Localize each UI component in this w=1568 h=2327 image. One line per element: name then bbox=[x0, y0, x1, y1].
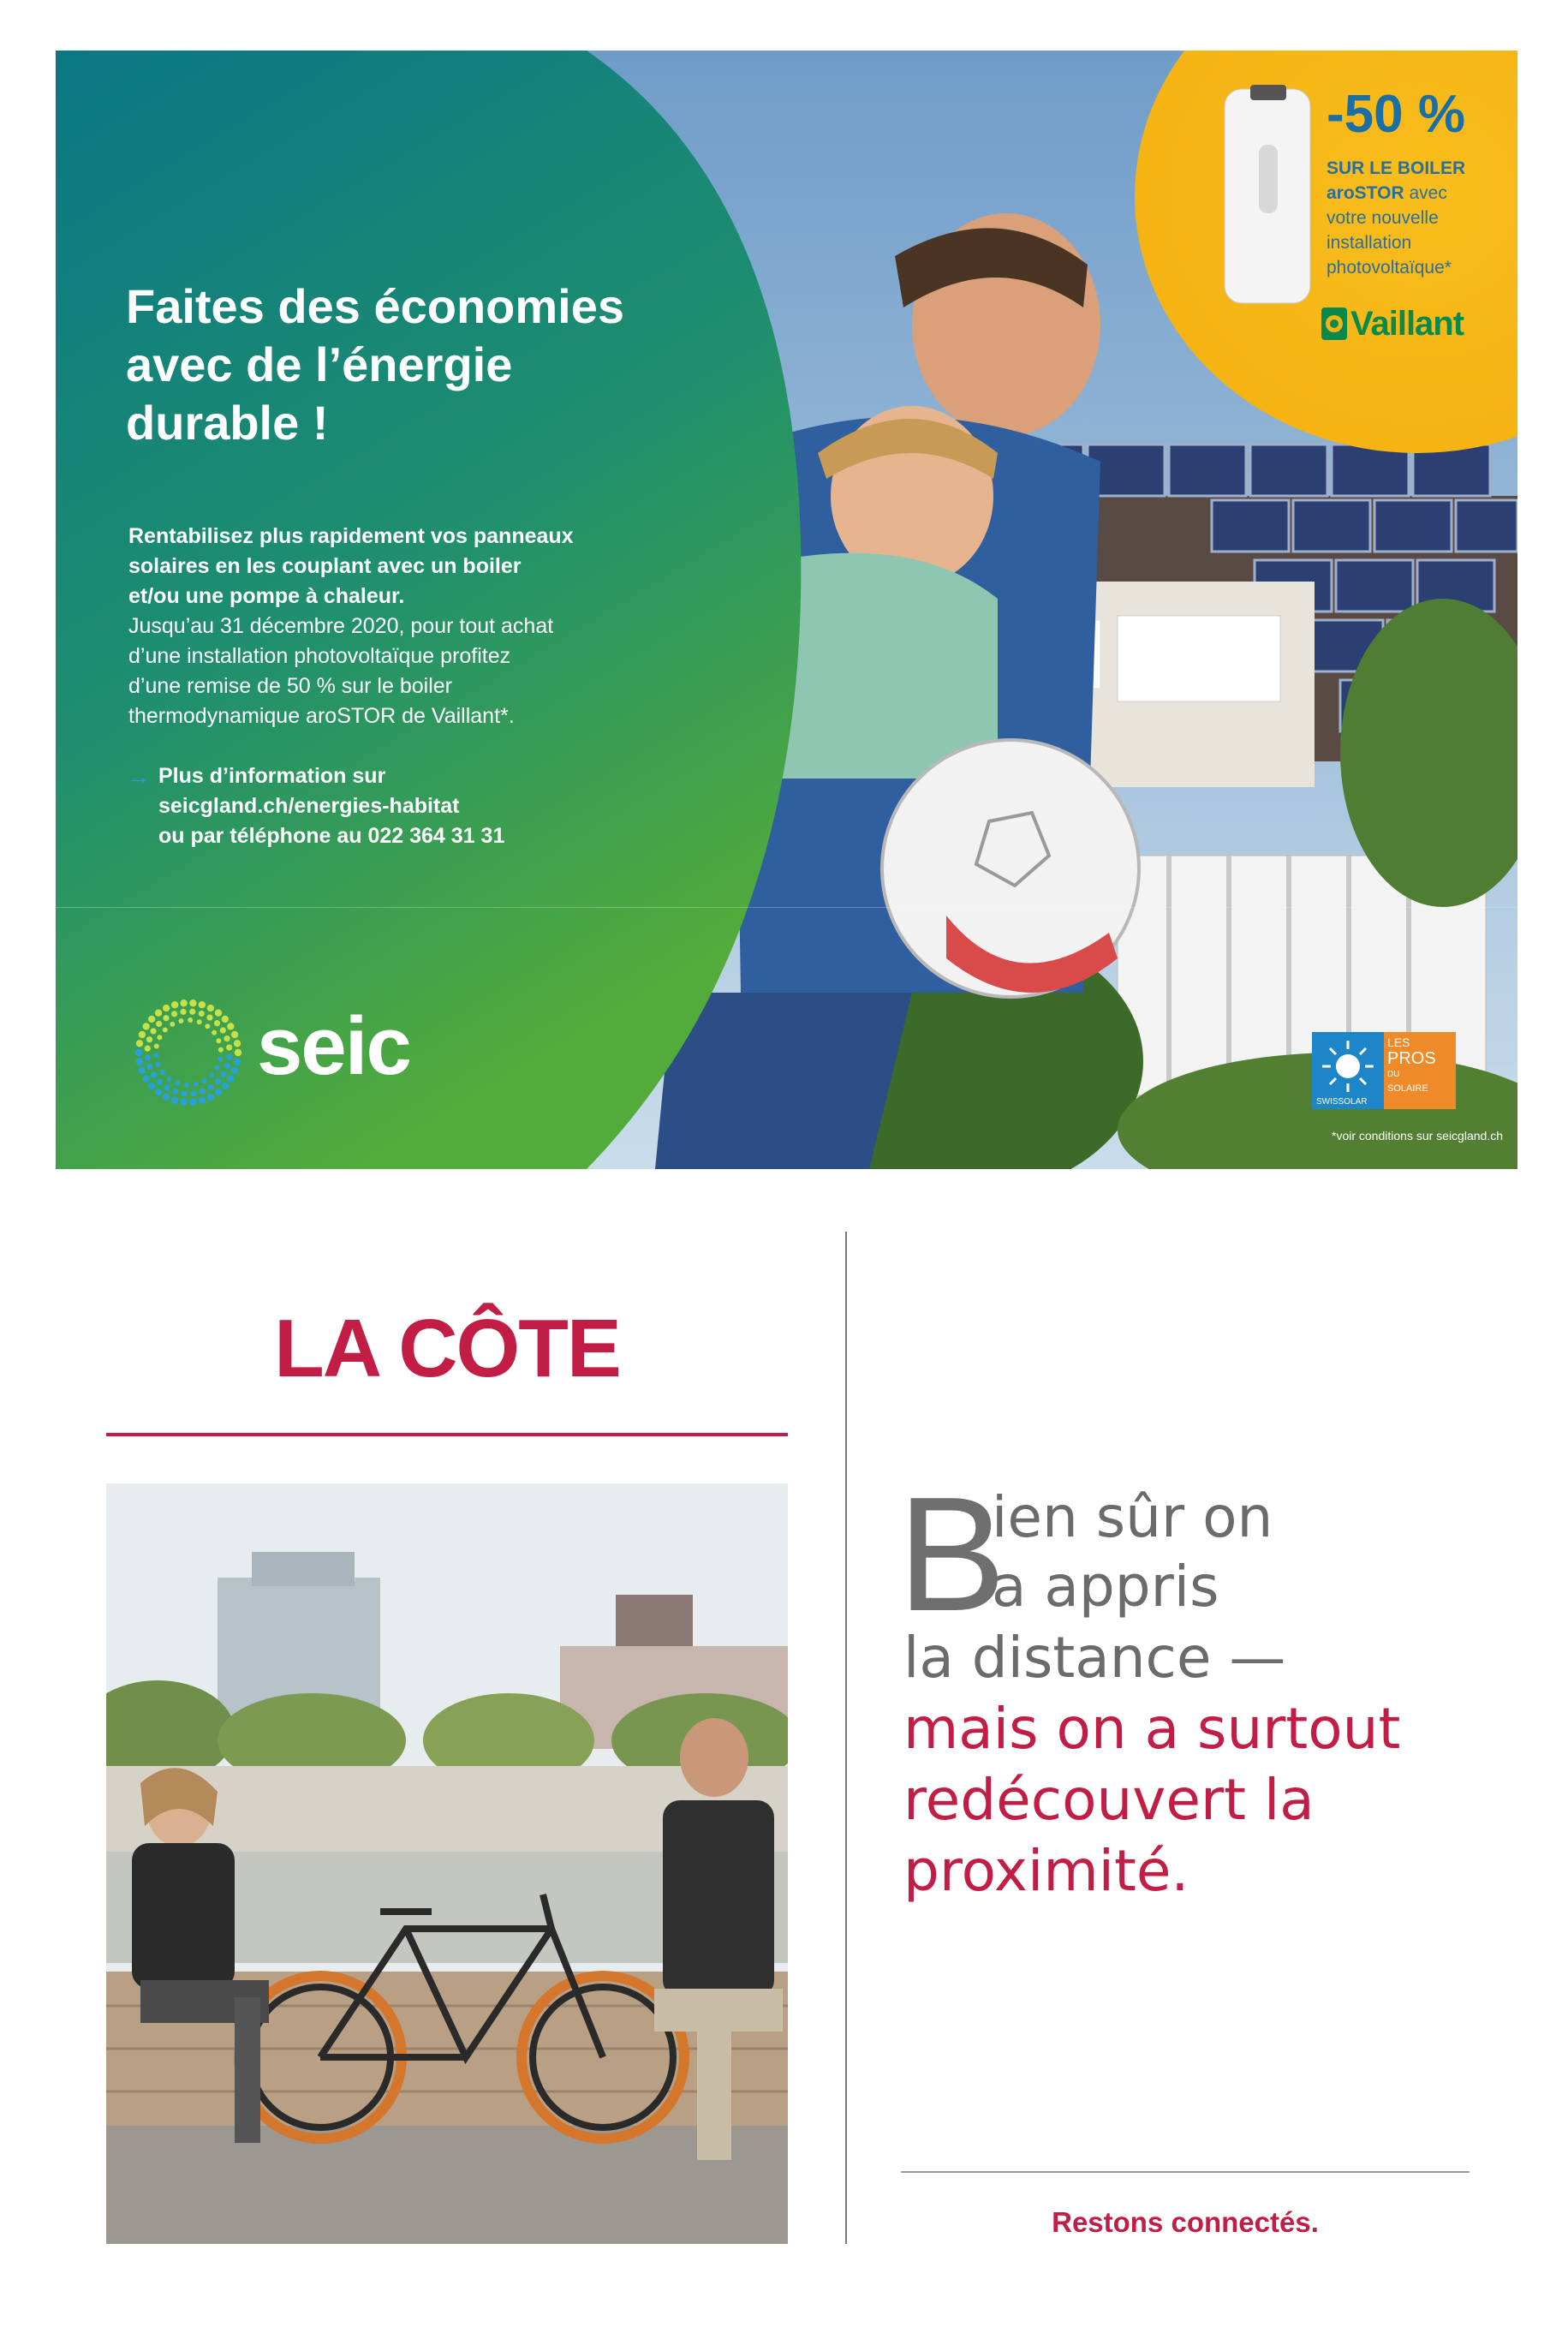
body-line: Jusqu’au 31 décembre 2020, pour tout achat bbox=[128, 614, 554, 638]
swissolar-label: SWISSOLAR bbox=[1316, 1097, 1368, 1107]
promo-text bbox=[1327, 156, 1465, 280]
promo-line bbox=[1327, 181, 1465, 206]
pros-line: DU bbox=[1387, 1070, 1400, 1079]
headline-line: Faites des économies bbox=[126, 279, 625, 333]
body-line: d’une installation photovoltaïque profitez bbox=[128, 644, 511, 668]
quote-line: la distance — bbox=[903, 1625, 1286, 1691]
body-bold-line: solaires en les couplant avec un boiler bbox=[128, 554, 522, 578]
pros-badge-text bbox=[1387, 1035, 1436, 1095]
divider bbox=[56, 907, 1517, 908]
body-bold-line: Rentabilisez plus rapidement vos panneaux bbox=[128, 524, 574, 548]
info-phone: ou par téléphone au 022 364 31 31 bbox=[158, 824, 505, 848]
lacote-advertisement bbox=[0, 1216, 1568, 2327]
promo-line: photovoltaïque* bbox=[1327, 258, 1452, 277]
pros-line: LES bbox=[1387, 1035, 1410, 1049]
seic-advertisement bbox=[56, 51, 1517, 1169]
pros-line: PROS bbox=[1387, 1049, 1436, 1068]
conditions-footnote: *voir conditions sur seicgland.ch bbox=[1332, 1129, 1503, 1143]
arrow-right-icon: → bbox=[126, 763, 150, 790]
info-url[interactable]: seicgland.ch/energies-habitat bbox=[158, 794, 460, 818]
vaillant-brand: Vaillant bbox=[1350, 305, 1464, 343]
promo-line-suffix: avec bbox=[1404, 183, 1447, 203]
headline-line: avec de l’énergie bbox=[126, 337, 513, 391]
promo-percent: -50 % bbox=[1327, 85, 1465, 144]
quote-dropcap: B bbox=[897, 1464, 1006, 1645]
grey-rule bbox=[901, 2171, 1470, 2173]
promo-line: votre nouvelle bbox=[1327, 208, 1439, 228]
slogan: Restons connectés. bbox=[1052, 2206, 1319, 2238]
quote-line-red: proximité. bbox=[903, 1838, 1189, 1904]
red-rule bbox=[106, 1433, 788, 1436]
quote-line-red: redécouvert la bbox=[903, 1767, 1315, 1833]
ad-headline bbox=[126, 277, 725, 452]
promo-product: aroSTOR bbox=[1327, 183, 1404, 203]
promo-line: installation bbox=[1327, 233, 1412, 253]
body-line: thermodynamique aroSTOR de Vaillant*. bbox=[128, 704, 515, 728]
info-link-block[interactable] bbox=[126, 761, 504, 851]
promo-line: SUR LE BOILER bbox=[1327, 158, 1466, 178]
quote-line-red: mais on a surtout bbox=[903, 1696, 1401, 1762]
headline-line: durable ! bbox=[126, 396, 329, 450]
couple-with-bicycle-photo bbox=[106, 1483, 788, 2244]
lacote-logo: LA CÔTE bbox=[274, 1303, 620, 1394]
vertical-divider bbox=[845, 1232, 847, 2244]
ad-body-text bbox=[128, 522, 659, 731]
quote-line: a appris bbox=[992, 1554, 1219, 1620]
body-bold-line: et/ou une pompe à chaleur. bbox=[128, 584, 405, 608]
pros-line: SOLAIRE bbox=[1387, 1083, 1428, 1094]
body-line: d’une remise de 50 % sur le boiler bbox=[128, 674, 452, 698]
seic-logo-text: seic bbox=[257, 1000, 410, 1092]
seic-logo bbox=[133, 997, 501, 1117]
quote-line: ien sûr on bbox=[992, 1484, 1273, 1550]
info-line: Plus d’information sur bbox=[158, 764, 386, 788]
dotted-circle-icon bbox=[133, 997, 244, 1108]
